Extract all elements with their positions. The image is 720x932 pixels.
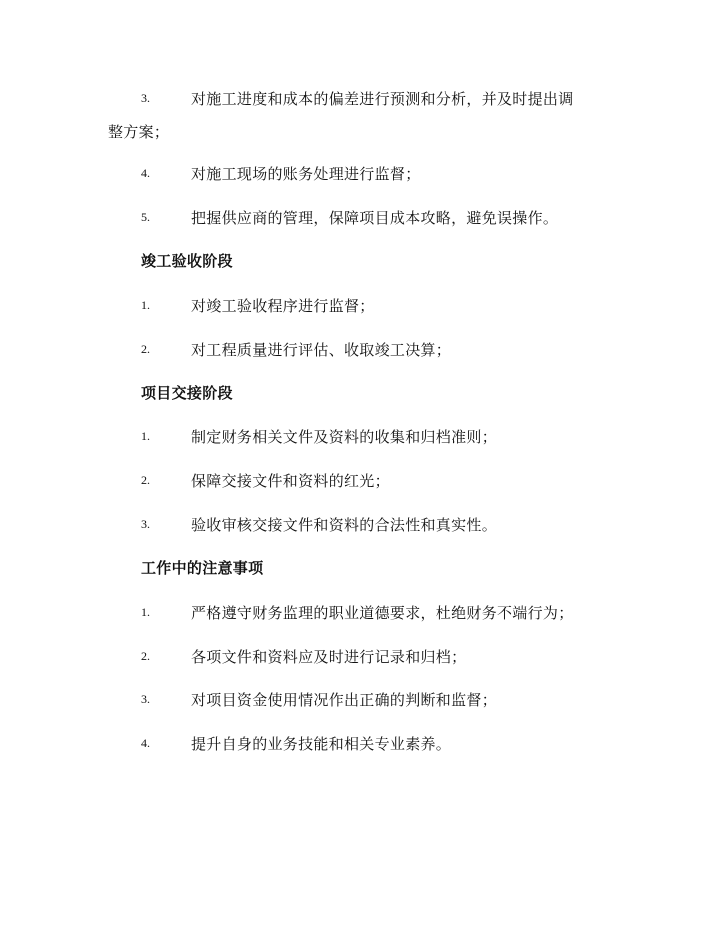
list-number: 3. — [141, 91, 150, 105]
list-number: 5. — [141, 210, 150, 224]
list-text: 对施工现场的账务处理进行监督； — [191, 165, 421, 183]
list-number: 4. — [141, 736, 150, 750]
section-heading-notes: 工作中的注意事项 — [141, 559, 264, 577]
list-number: 1. — [141, 429, 150, 443]
section-heading-completion: 竣工验收阶段 — [141, 252, 233, 270]
list-text: 提升自身的业务技能和相关专业素养。 — [191, 735, 452, 753]
list-text-continuation: 整方案； — [108, 123, 170, 141]
list-text: 对竣工验收程序进行监督； — [191, 297, 375, 315]
list-number: 2. — [141, 649, 150, 663]
list-text: 验收审核交接文件和资料的合法性和真实性。 — [191, 516, 498, 534]
list-number: 3. — [141, 692, 150, 706]
list-text: 严格遵守财务监理的职业道德要求，杜绝财务不端行为； — [191, 604, 574, 622]
list-number: 1. — [141, 298, 150, 312]
list-text: 对工程质量进行评估、收取竣工决算； — [191, 341, 452, 359]
list-number: 1. — [141, 605, 150, 619]
list-text: 保障交接文件和资料的红光； — [191, 472, 390, 490]
list-text: 制定财务相关文件及资料的收集和归档准则； — [191, 428, 498, 446]
list-text: 对施工进度和成本的偏差进行预测和分析，并及时提出调 — [191, 90, 574, 108]
list-text: 把握供应商的管理，保障项目成本攻略，避免误操作。 — [191, 209, 559, 227]
list-number: 2. — [141, 342, 150, 356]
list-text: 对项目资金使用情况作出正确的判断和监督； — [191, 691, 498, 709]
list-text: 各项文件和资料应及时进行记录和归档； — [191, 648, 467, 666]
list-number: 4. — [141, 166, 150, 180]
section-heading-handover: 项目交接阶段 — [141, 384, 233, 402]
list-number: 2. — [141, 473, 150, 487]
list-number: 3. — [141, 517, 150, 531]
